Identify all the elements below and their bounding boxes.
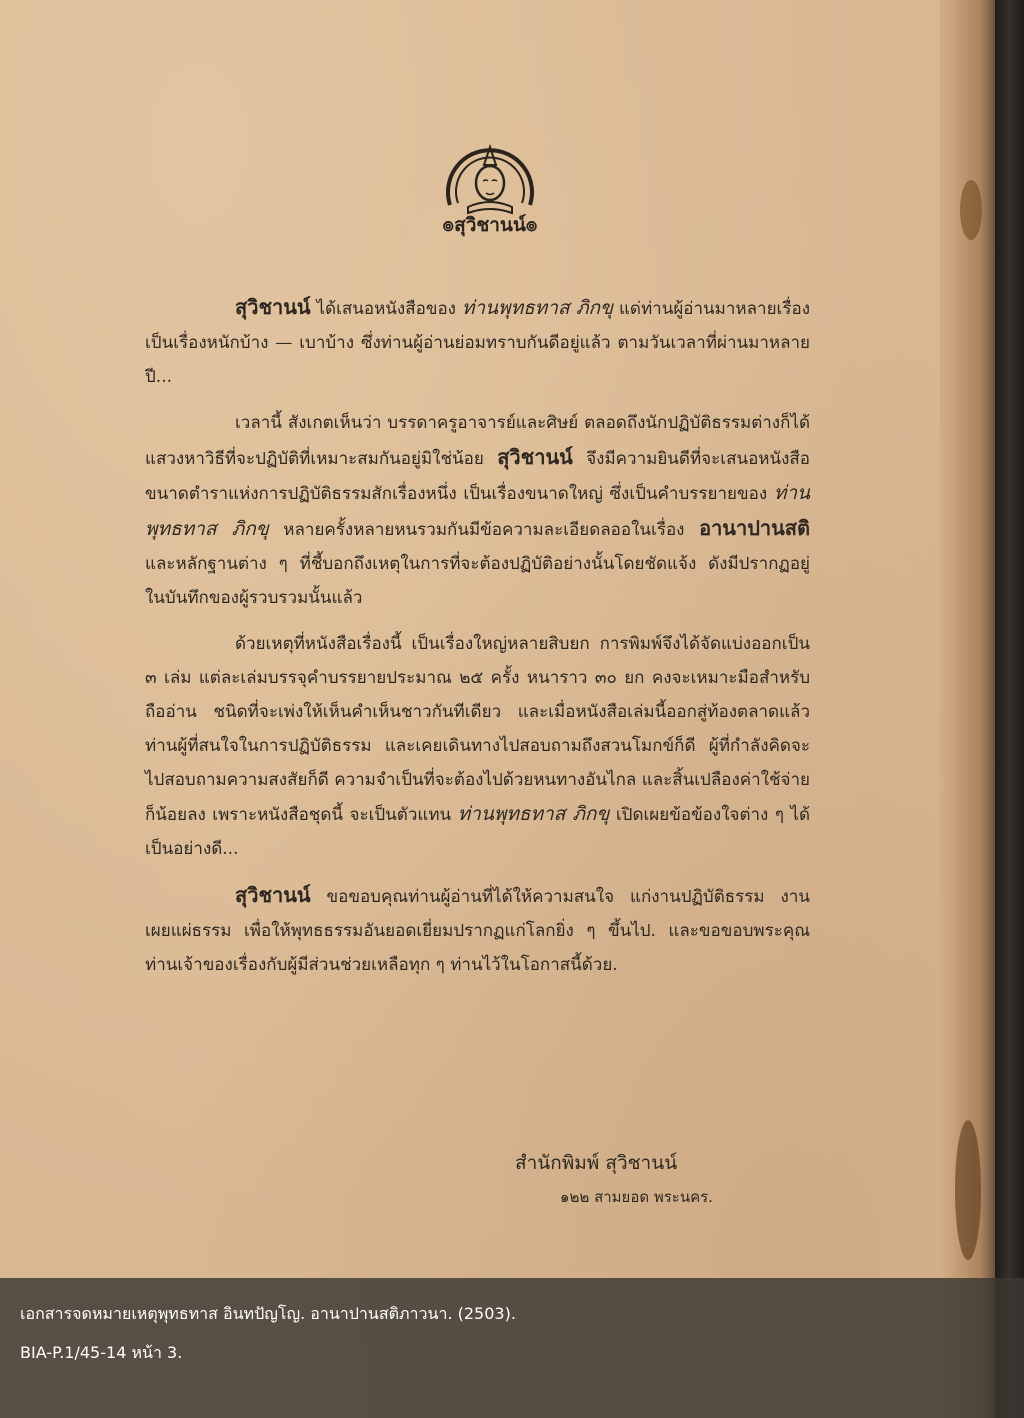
book-binding	[995, 0, 1024, 1418]
author-name: ท่านพุทธทาส ภิกขุ	[461, 297, 614, 319]
paragraph-4: สุวิชานน์ ขอขอบคุณท่านผู้อ่านที่ได้ให้ความสนใจ แก่งานปฏิบัติธรรม งานเผยแผ่ธรรม เพื่อให้พุทธธรรมอันยอดเยี่ยมปรากฏแก่โลกยิ่ง ๆ ขึ้นไป. และขอขอบพระคุณ ท่านเจ้าของเรื่องกับผู้มีส่วนช่วยเหลือทุก ๆ ท่านไว้ในโอกาสนี้ด้วย.	[145, 883, 810, 975]
archive-caption	[0, 1278, 1024, 1418]
publisher-name: สุวิชานน์	[235, 295, 311, 319]
publisher-signature: สำนักพิมพ์ สุวิชานน์	[515, 1152, 678, 1174]
caption-title: เอกสารจดหมายเหตุพุทธทาส อินทปัญโญ. อานาปานสติภาวนา. (2503).	[20, 1304, 516, 1323]
paragraph-3: ด้วยเหตุที่หนังสือเรื่องนี้ เป็นเรื่องใหญ่หลายสิบยก การพิมพ์จึงได้จัดแบ่งออกเป็น ๓ เล่ม แต่ละเล่มบรรจุคำบรรยายประมาณ ๒๕ ครั้ง หนาราว ๓๐ ยก คงจะเหมาะมือสำหรับถืออ่าน ชนิดที่จะเพ่งให้เห็นคำเห็นชาวกันทีเดียว และเมื่อหนังสือเล่มนี้ออกสู่ท้องตลาดแล้ว ท่านผู้ที่สนใจในการปฏิบัติธรรม และเคยเดินทางไปสอบถามถึงสวนโมกข์ก็ดี ผู้ที่กำลังคิดจะไปสอบถามความสงสัยก็ดี ความจำเป็นที่จะต้องไปด้วยหนทางอันไกล และสิ้นเปลืองค่าใช้จ่ายก็น้อยลง เพราะหนังสือชุดนี้ จะเป็นตัวแทน ท่านพุทธทาส ภิกขุ เปิดเผยข้อข้องใจต่าง ๆ ได้เป็นอย่างดี...	[145, 634, 811, 859]
emblem-name: ๏สุวิชานน์๏	[442, 214, 538, 236]
publisher-address: ๑๒๒ สามยอด พระนคร.	[560, 1188, 713, 1206]
author-name: ท่านพุทธทาส ภิกขุ	[145, 482, 810, 540]
author-name: ท่านพุทธทาส ภิกขุ	[457, 803, 610, 825]
publisher-name: สุวิชานน์	[235, 883, 311, 907]
paper-stain	[960, 180, 982, 240]
caption-reference: BIA-P.1/45-14 หน้า 3.	[20, 1343, 183, 1362]
book-title: อานาปานสติ	[699, 516, 810, 540]
paragraph-2: เวลานี้ สังเกตเห็นว่า บรรดาครูอาจารย์และศิษย์ ตลอดถึงนักปฏิบัติธรรมต่างก็ได้แสวงหาวิธีที่จะปฏิบัติที่เหมาะสมกันอยู่มิใช่น้อย สุวิชานน์ จึงมีความยินดีที่จะเสนอหนังสือขนาดตำราแห่งการปฏิบัติธรรมสักเรื่องหนึ่ง เป็นเรื่องขนาดใหญ่ ซึ่งเป็นคำบรรยายของ ท่านพุทธทาส ภิกขุ หลายครั้งหลายหนรวมกันมีข้อความละเอียดลออในเรื่อง อานาปานสติ และหลักฐานต่าง ๆ ที่ชี้บอกถึงเหตุในการที่จะต้องปฏิบัติอย่างนั้นโดยชัดแจ้ง ดังมีปรากฏอยู่ในบันทึกของผู้รวบรวมนั้นแล้ว	[145, 413, 810, 608]
paper-stain	[955, 1120, 981, 1260]
publisher-name: สุวิชานน์	[497, 445, 573, 469]
paragraph-1: สุวิชานน์ ได้เสนอหนังสือของ ท่านพุทธทาส ภิกขุ แด่ท่านผู้อ่านมาหลายเรื่อง เป็นเรื่องหนักบ้าง — เบาบ้าง ซึ่งท่านผู้อ่านย่อมทราบกันดีอยู่แล้ว ตามวันเวลาที่ผ่านมาหลายปี...	[145, 295, 810, 387]
document-body	[145, 290, 810, 982]
